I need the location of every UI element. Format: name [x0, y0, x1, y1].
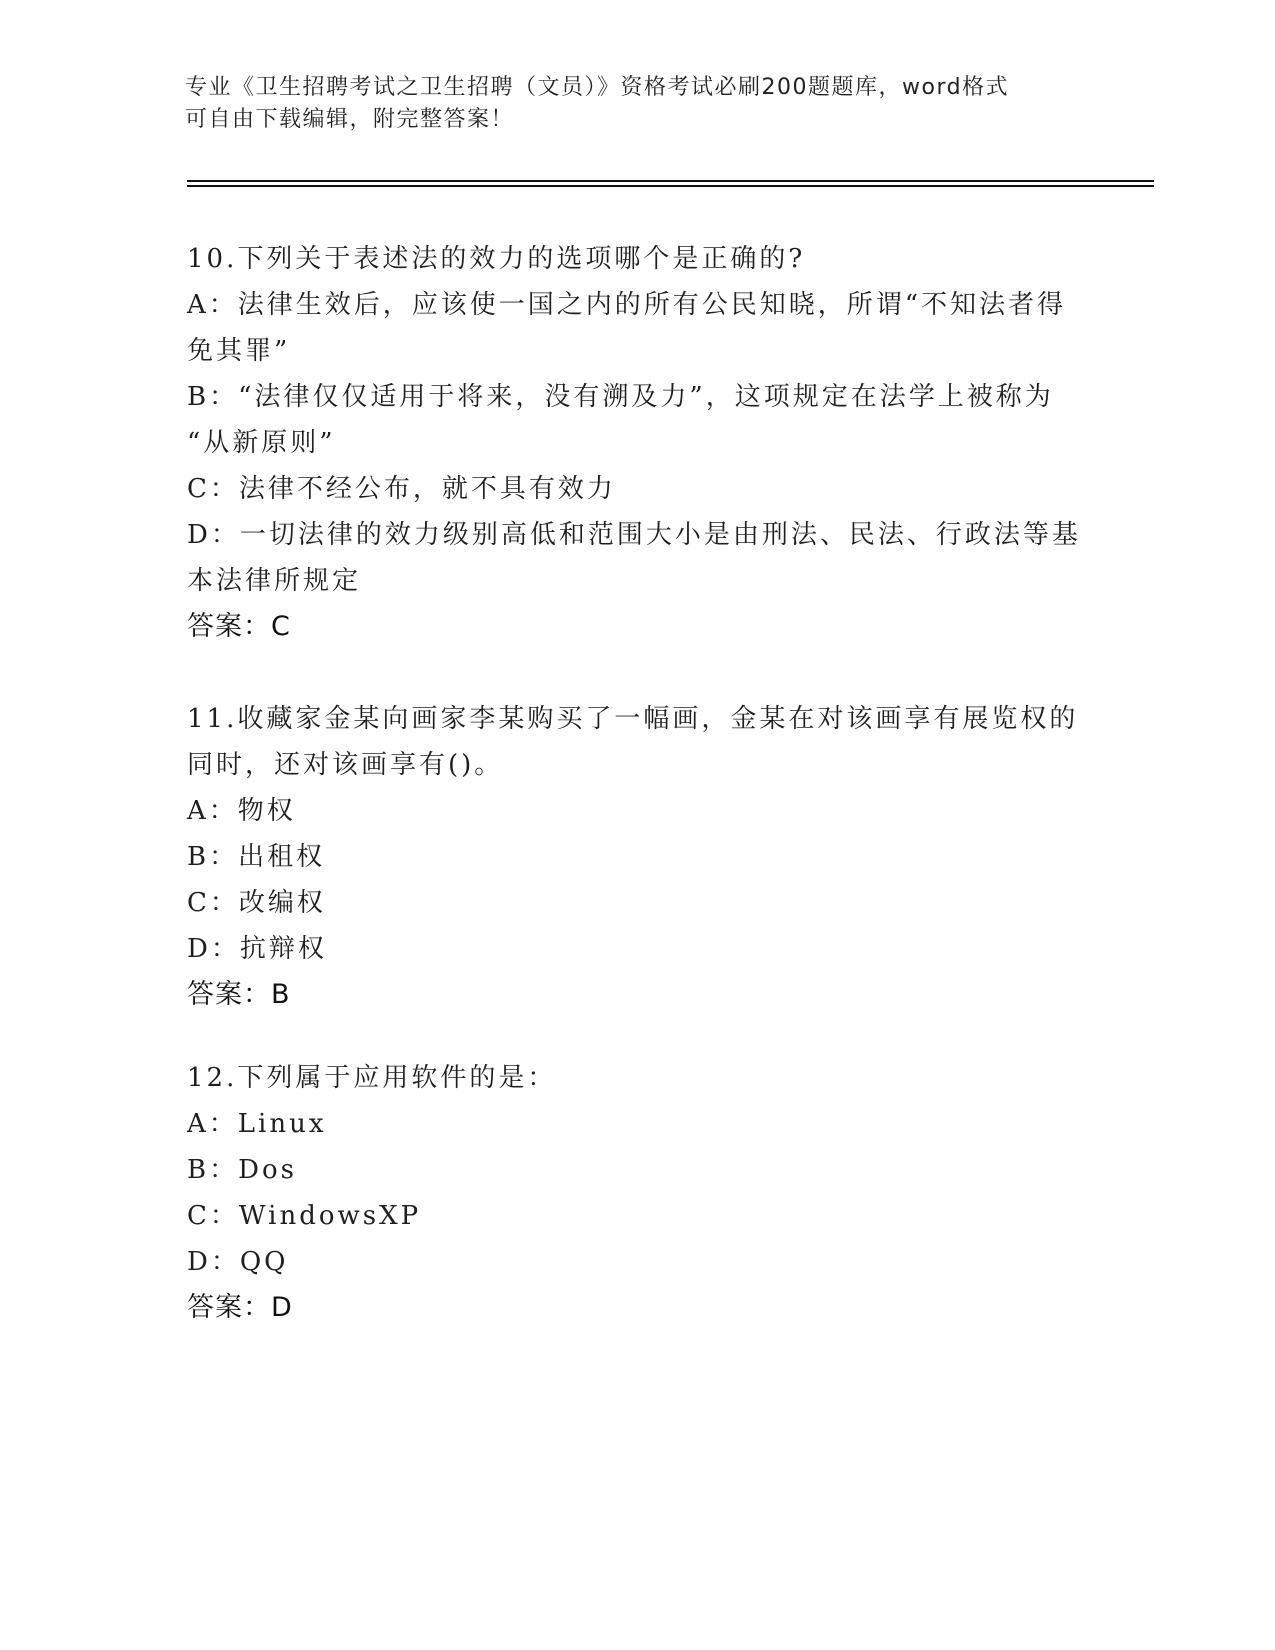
header-divider-top — [187, 180, 1154, 182]
document-header — [185, 72, 1085, 136]
question-10-option-b-line-2: “从新原则” — [187, 428, 336, 458]
question-11-option-c: C：改编权 — [187, 888, 326, 918]
question-10-option-a-line-2: 免其罪” — [187, 336, 291, 366]
question-12-stem: 12.下列属于应用软件的是： — [187, 1063, 557, 1093]
question-12-option-a: A：Linux — [187, 1109, 327, 1139]
question-10-option-c: C：法律不经公布，就不具有效力 — [187, 474, 616, 504]
question-11-option-a: A：物权 — [187, 796, 296, 826]
question-12-option-d: D：QQ — [187, 1247, 289, 1277]
question-10-option-a-line-1: A：法律生效后，应该使一国之内的所有公民知晓，所谓“不知法者得 — [187, 290, 1067, 320]
question-10-stem-line-1: 10.下列关于表述法的效力的选项哪个是正确的? — [187, 244, 806, 274]
question-10-option-d-line-1: D：一切法律的效力级别高低和范围大小是由刑法、民法、行政法等基 — [187, 520, 1081, 550]
header-line-2: 可自由下载编辑，附完整答案！ — [185, 107, 515, 132]
question-12-option-c: C：WindowsXP — [187, 1201, 422, 1231]
question-10 — [187, 236, 1087, 650]
question-12-answer: 答案：D — [187, 1292, 293, 1323]
question-10-option-d-line-2: 本法律所规定 — [187, 566, 362, 596]
question-11 — [187, 696, 1087, 1018]
question-11-answer: 答案：B — [187, 979, 291, 1010]
question-10-option-b-line-1: B：“法律仅仅适用于将来，没有溯及力”，这项规定在法学上被称为 — [187, 382, 1054, 412]
question-12 — [187, 1055, 1087, 1331]
question-11-stem-line-1: 11.收藏家金某向画家李某购买了一幅画，金某在对该画享有展览权的 — [187, 704, 1079, 734]
question-11-option-b: B：出租权 — [187, 842, 326, 872]
question-11-stem-line-2: 同时，还对该画享有()。 — [187, 750, 504, 780]
header-line-1: 专业《卫生招聘考试之卫生招聘（文员）》资格考试必刷200题题库，word格式 — [185, 75, 1010, 100]
question-10-answer: 答案：C — [187, 611, 291, 642]
question-12-option-b: B：Dos — [187, 1155, 297, 1185]
header-divider-bottom — [187, 185, 1154, 187]
question-11-option-d: D：抗辩权 — [187, 934, 327, 964]
